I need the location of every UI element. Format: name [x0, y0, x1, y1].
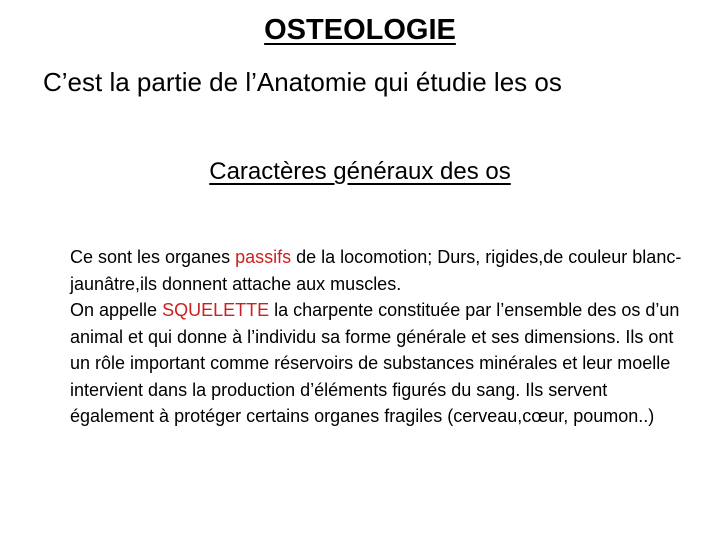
- paragraph-skeleton: [70, 297, 685, 430]
- definition-subtitle: C’est la partie de l’Anatomie qui étudie les os: [43, 67, 562, 97]
- highlight-passifs: passifs: [235, 247, 292, 267]
- section-heading: Caractères généraux des os: [209, 158, 511, 185]
- page-title: OSTEOLOGIE: [264, 14, 456, 46]
- body-text: [70, 244, 685, 430]
- paragraph-organs: [70, 244, 685, 297]
- paragraph-organs-text-1: Ce sont les organes: [70, 247, 236, 267]
- highlight-squelette: SQUELETTE: [162, 300, 270, 320]
- paragraph-organs-text-2: de la locomotion; Durs, rigides,de couleur blanc-jaunâtre,ils donnent attache aux muscles.: [70, 247, 682, 294]
- paragraph-skeleton-text-2: la charpente constituée par l’ensemble des os d’un animal et qui donne à l’individu sa forme générale et ses dimensions. Ils ont un rôle important comme réservoirs de substances minérales et leur moelle intervient dans la production d’éléments figurés du sang. Ils servent également à protéger certains organes fragiles (cerveau,cœur, poumon..): [70, 300, 680, 426]
- paragraph-skeleton-text-1: On appelle: [70, 300, 163, 320]
